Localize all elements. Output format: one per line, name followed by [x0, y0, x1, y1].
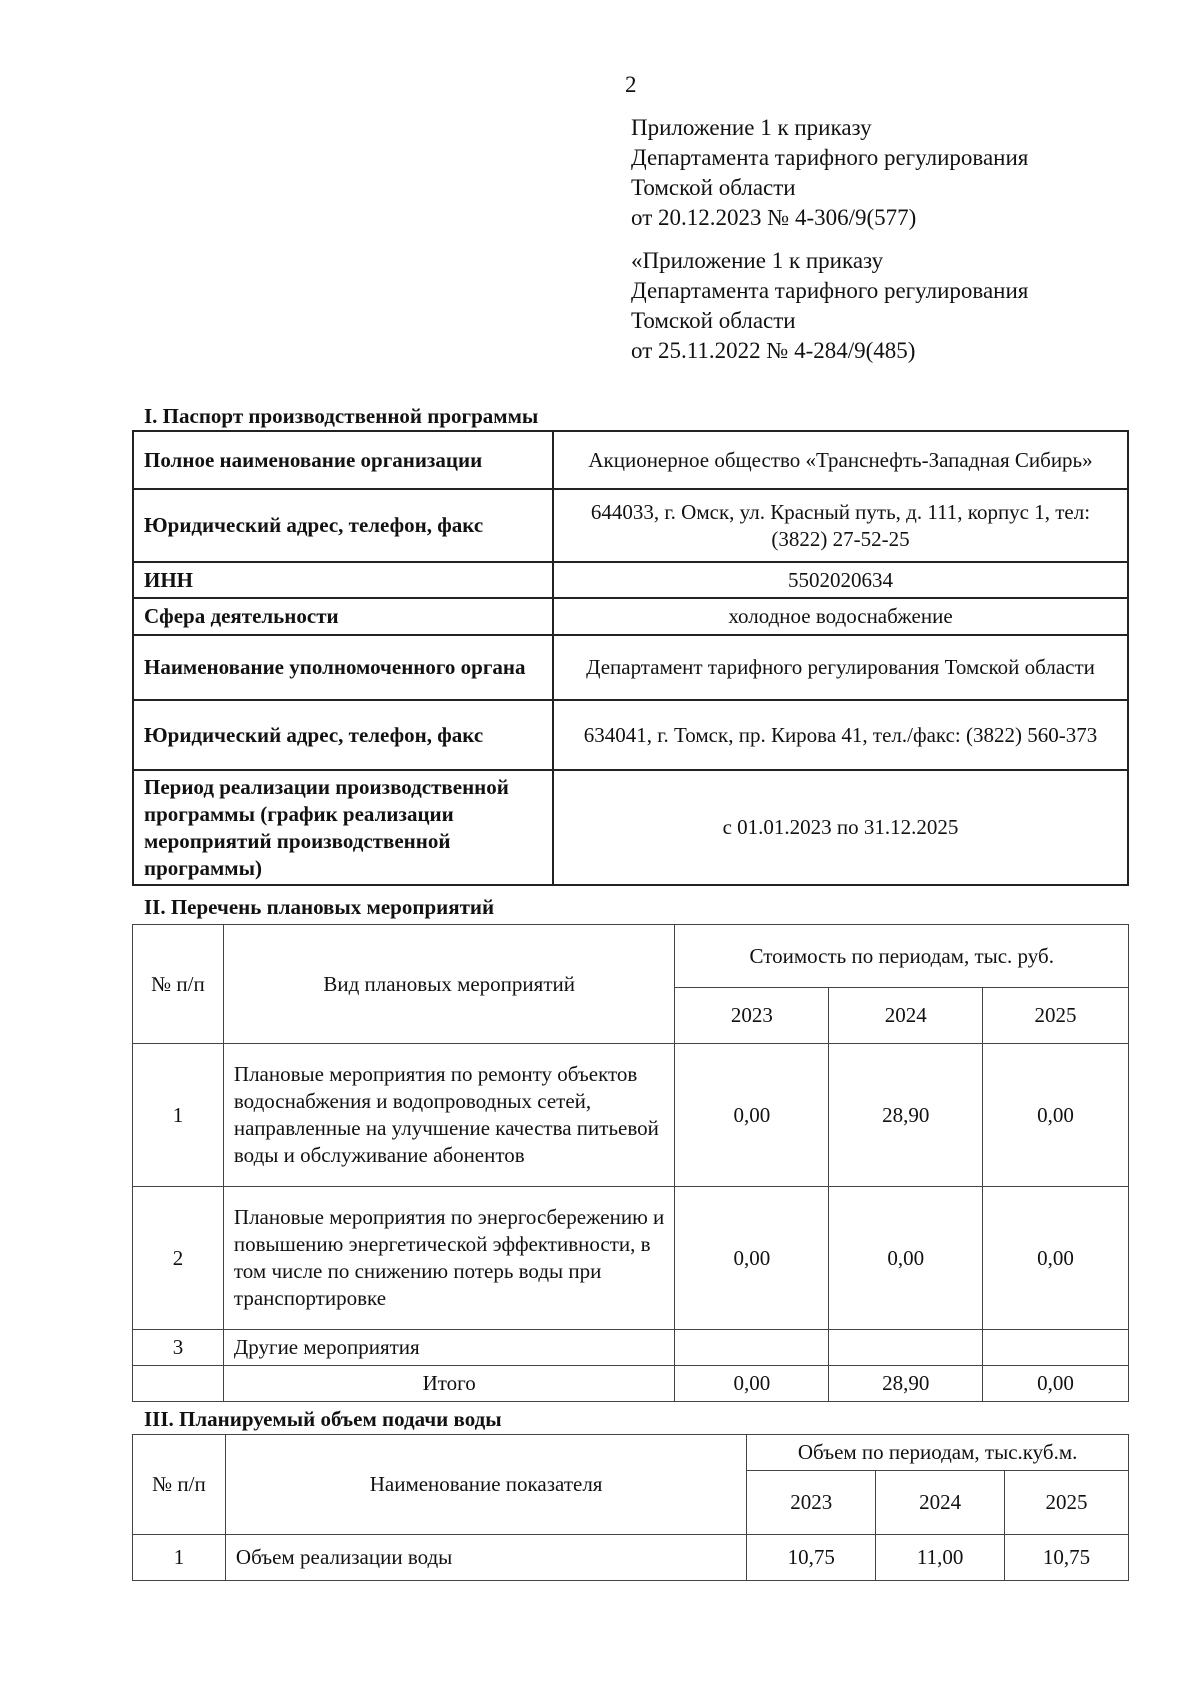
col-header-name: Наименование показателя [225, 1435, 746, 1535]
row-value: Акционерное общество «Транснефть-Западная Сибирь» [553, 431, 1128, 489]
table-row [133, 562, 1128, 598]
approval-line: «Приложение 1 к приказу [631, 248, 884, 273]
table-row [133, 598, 1128, 635]
section2-title: II. Перечень плановых мероприятий [144, 895, 495, 919]
row-name: Плановые мероприятия по ремонту объектов водоснабжения и водопроводных сетей, направленные на улучшение качества питьевой воды и обслуживание абонентов [223, 1044, 675, 1187]
row-value: 5502020634 [553, 562, 1128, 598]
row-num: 2 [133, 1187, 224, 1330]
approval-line: Томской области [631, 175, 796, 200]
row-value: 0,00 [829, 1187, 983, 1330]
approval-block-original [631, 246, 1028, 366]
page-number: 2 [625, 72, 637, 97]
row-value: 634041, г. Томск, пр. Кирова 41, тел./факс: (3822) 560-373 [553, 700, 1128, 770]
col-header-num: № п/п [133, 1435, 226, 1535]
row-value: 644033, г. Омск, ул. Красный путь, д. 111, корпус 1, тел: (3822) 27-52-25 [553, 489, 1128, 562]
year-header: 2023 [747, 1471, 876, 1535]
col-header-name: Вид плановых мероприятий [223, 925, 675, 1044]
table-header-row [133, 1435, 1129, 1471]
col-header-num: № п/п [133, 925, 224, 1044]
approval-line: от 20.12.2023 № 4-306/9(577) [631, 205, 917, 230]
row-num: 3 [133, 1330, 224, 1366]
row-value: с 01.01.2023 по 31.12.2025 [553, 770, 1128, 885]
table-row [133, 1330, 1129, 1366]
row-label: Юридический адрес, телефон, факс [133, 489, 553, 562]
approval-line: от 25.11.2022 № 4-284/9(485) [631, 338, 916, 363]
table-row [133, 431, 1128, 489]
row-value: 10,75 [1005, 1535, 1129, 1581]
table-row [133, 1044, 1129, 1187]
row-value: Департамент тарифного регулирования Томской области [553, 635, 1128, 700]
total-value: 0,00 [675, 1366, 829, 1402]
row-name: Другие мероприятия [223, 1330, 675, 1366]
year-header: 2025 [983, 988, 1129, 1044]
approval-line: Приложение 1 к приказу [631, 115, 872, 140]
row-label: Полное наименование организации [133, 431, 553, 489]
section3-title: III. Планируемый объем подачи воды [144, 1407, 502, 1431]
row-value: холодное водоснабжение [553, 598, 1128, 635]
volume-table [132, 1434, 1129, 1581]
row-value: 28,90 [829, 1044, 983, 1187]
row-value [829, 1330, 983, 1366]
table-row [133, 489, 1128, 562]
row-value [675, 1330, 829, 1366]
row-num: 1 [133, 1044, 224, 1187]
year-header: 2024 [876, 1471, 1005, 1535]
table-row [133, 1535, 1129, 1581]
approval-line: Департамента тарифного регулирования [631, 145, 1029, 170]
row-label: Наименование уполномоченного органа [133, 635, 553, 700]
year-header: 2023 [675, 988, 829, 1044]
table-row [133, 635, 1128, 700]
row-value: 11,00 [876, 1535, 1005, 1581]
row-label: Период реализации производственной программы (график реализации мероприятий производственной программы) [133, 770, 553, 885]
passport-table [132, 430, 1129, 886]
row-label: Сфера деятельности [133, 598, 553, 635]
table-header-row [133, 925, 1129, 988]
row-name: Плановые мероприятия по энергосбережению и повышению энергетической эффективности, в том числе по снижению потерь воды при транспортировке [223, 1187, 675, 1330]
row-value: 0,00 [983, 1187, 1129, 1330]
row-value: 0,00 [675, 1044, 829, 1187]
approval-line: Томской области [631, 308, 796, 333]
row-name: Объем реализации воды [225, 1535, 746, 1581]
table-total-row [133, 1366, 1129, 1402]
row-num [133, 1366, 224, 1402]
col-header-cost: Стоимость по периодам, тыс. руб. [675, 925, 1129, 988]
row-value: 10,75 [747, 1535, 876, 1581]
row-value [983, 1330, 1129, 1366]
approval-line: Департамента тарифного регулирования [631, 278, 1029, 303]
row-num: 1 [133, 1535, 226, 1581]
col-header-volume: Объем по периодам, тыс.куб.м. [747, 1435, 1129, 1471]
table-row [133, 700, 1128, 770]
section1-title: I. Паспорт производственной программы [144, 404, 539, 428]
table-row [133, 770, 1128, 885]
row-value: 0,00 [675, 1187, 829, 1330]
row-label: ИНН [133, 562, 553, 598]
total-value: 0,00 [983, 1366, 1129, 1402]
plan-table [132, 924, 1129, 1402]
year-header: 2024 [829, 988, 983, 1044]
total-value: 28,90 [829, 1366, 983, 1402]
table-row [133, 1187, 1129, 1330]
year-header: 2025 [1005, 1471, 1129, 1535]
total-label: Итого [223, 1366, 675, 1402]
approval-block-current [631, 113, 1028, 233]
row-label: Юридический адрес, телефон, факс [133, 700, 553, 770]
row-value: 0,00 [983, 1044, 1129, 1187]
